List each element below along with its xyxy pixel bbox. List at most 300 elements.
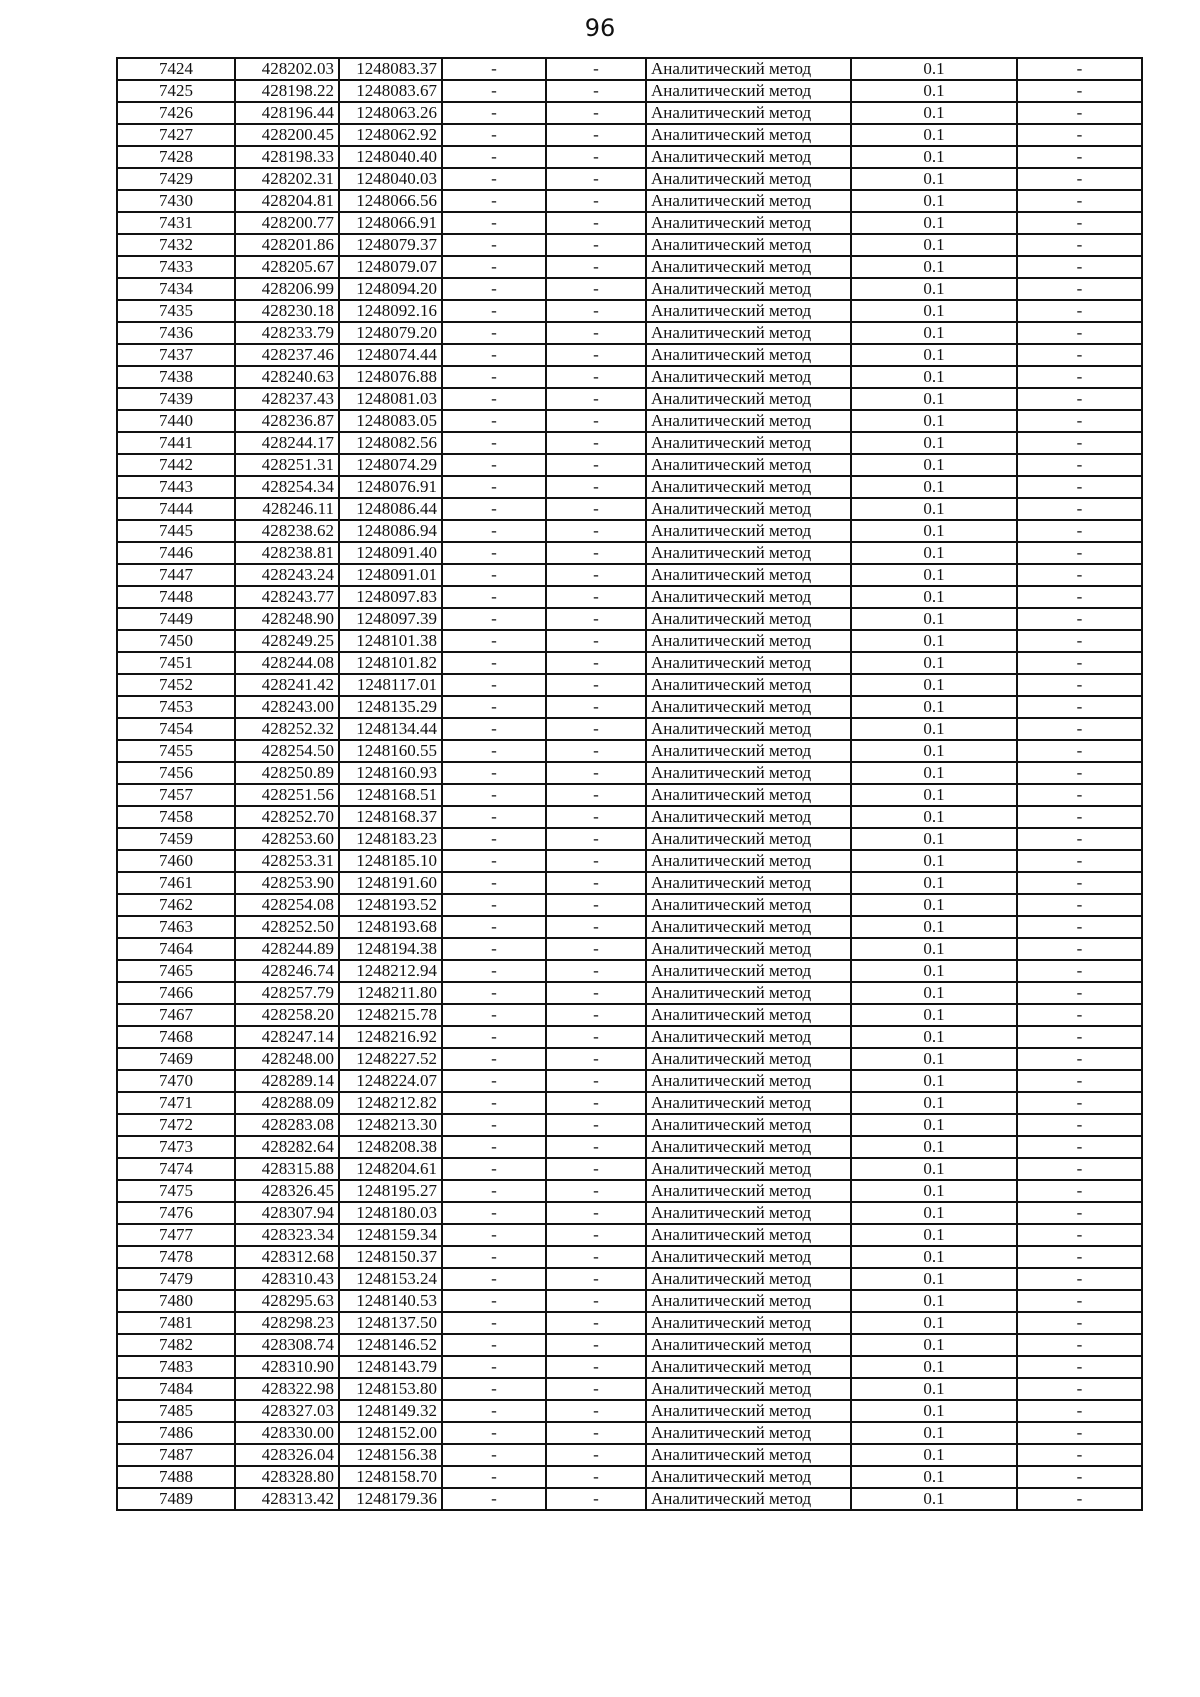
empty-dash-cell: - [1017, 410, 1142, 432]
method-cell: Аналитический метод [646, 1048, 851, 1070]
table-row [117, 80, 1142, 102]
accuracy-cell: 0.1 [851, 146, 1017, 168]
empty-dash-cell: - [546, 1026, 646, 1048]
method-cell: Аналитический метод [646, 1356, 851, 1378]
method-cell: Аналитический метод [646, 1334, 851, 1356]
table-row [117, 740, 1142, 762]
table-row [117, 190, 1142, 212]
y-coordinate-cell: 1248168.51 [339, 784, 442, 806]
point-number-cell: 7443 [117, 476, 235, 498]
x-coordinate-cell: 428198.22 [235, 80, 339, 102]
empty-dash-cell: - [1017, 718, 1142, 740]
table-row [117, 146, 1142, 168]
accuracy-cell: 0.1 [851, 1004, 1017, 1026]
point-number-cell: 7449 [117, 608, 235, 630]
method-cell: Аналитический метод [646, 388, 851, 410]
y-coordinate-cell: 1248097.39 [339, 608, 442, 630]
empty-dash-cell: - [1017, 1224, 1142, 1246]
accuracy-cell: 0.1 [851, 674, 1017, 696]
empty-dash-cell: - [1017, 1466, 1142, 1488]
point-number-cell: 7483 [117, 1356, 235, 1378]
y-coordinate-cell: 1248040.03 [339, 168, 442, 190]
empty-dash-cell: - [546, 58, 646, 80]
point-number-cell: 7484 [117, 1378, 235, 1400]
accuracy-cell: 0.1 [851, 278, 1017, 300]
empty-dash-cell: - [442, 916, 546, 938]
x-coordinate-cell: 428257.79 [235, 982, 339, 1004]
point-number-cell: 7437 [117, 344, 235, 366]
y-coordinate-cell: 1248160.93 [339, 762, 442, 784]
empty-dash-cell: - [442, 1070, 546, 1092]
y-coordinate-cell: 1248212.94 [339, 960, 442, 982]
y-coordinate-cell: 1248097.83 [339, 586, 442, 608]
empty-dash-cell: - [1017, 58, 1142, 80]
accuracy-cell: 0.1 [851, 542, 1017, 564]
table-row [117, 102, 1142, 124]
accuracy-cell: 0.1 [851, 872, 1017, 894]
accuracy-cell: 0.1 [851, 652, 1017, 674]
empty-dash-cell: - [1017, 432, 1142, 454]
accuracy-cell: 0.1 [851, 300, 1017, 322]
y-coordinate-cell: 1248083.67 [339, 80, 442, 102]
point-number-cell: 7480 [117, 1290, 235, 1312]
method-cell: Аналитический метод [646, 344, 851, 366]
accuracy-cell: 0.1 [851, 696, 1017, 718]
point-number-cell: 7489 [117, 1488, 235, 1510]
point-number-cell: 7472 [117, 1114, 235, 1136]
y-coordinate-cell: 1248076.91 [339, 476, 442, 498]
empty-dash-cell: - [442, 960, 546, 982]
empty-dash-cell: - [442, 1246, 546, 1268]
empty-dash-cell: - [546, 1334, 646, 1356]
method-cell: Аналитический метод [646, 124, 851, 146]
accuracy-cell: 0.1 [851, 564, 1017, 586]
table-row [117, 300, 1142, 322]
empty-dash-cell: - [442, 432, 546, 454]
y-coordinate-cell: 1248216.92 [339, 1026, 442, 1048]
empty-dash-cell: - [546, 80, 646, 102]
x-coordinate-cell: 428252.70 [235, 806, 339, 828]
table-row [117, 1356, 1142, 1378]
table-row [117, 476, 1142, 498]
table-row [117, 234, 1142, 256]
table-body [117, 58, 1142, 1510]
point-number-cell: 7436 [117, 322, 235, 344]
table-row [117, 674, 1142, 696]
coordinates-table [116, 57, 1143, 1511]
method-cell: Аналитический метод [646, 564, 851, 586]
empty-dash-cell: - [442, 1290, 546, 1312]
y-coordinate-cell: 1248083.05 [339, 410, 442, 432]
y-coordinate-cell: 1248153.80 [339, 1378, 442, 1400]
x-coordinate-cell: 428308.74 [235, 1334, 339, 1356]
point-number-cell: 7447 [117, 564, 235, 586]
x-coordinate-cell: 428236.87 [235, 410, 339, 432]
method-cell: Аналитический метод [646, 828, 851, 850]
point-number-cell: 7434 [117, 278, 235, 300]
y-coordinate-cell: 1248204.61 [339, 1158, 442, 1180]
point-number-cell: 7445 [117, 520, 235, 542]
x-coordinate-cell: 428247.14 [235, 1026, 339, 1048]
accuracy-cell: 0.1 [851, 718, 1017, 740]
point-number-cell: 7487 [117, 1444, 235, 1466]
y-coordinate-cell: 1248076.88 [339, 366, 442, 388]
method-cell: Аналитический метод [646, 542, 851, 564]
accuracy-cell: 0.1 [851, 190, 1017, 212]
empty-dash-cell: - [1017, 124, 1142, 146]
x-coordinate-cell: 428241.42 [235, 674, 339, 696]
x-coordinate-cell: 428238.81 [235, 542, 339, 564]
y-coordinate-cell: 1248195.27 [339, 1180, 442, 1202]
accuracy-cell: 0.1 [851, 212, 1017, 234]
x-coordinate-cell: 428328.80 [235, 1466, 339, 1488]
empty-dash-cell: - [546, 520, 646, 542]
table-row [117, 520, 1142, 542]
empty-dash-cell: - [1017, 1334, 1142, 1356]
method-cell: Аналитический метод [646, 498, 851, 520]
x-coordinate-cell: 428238.62 [235, 520, 339, 542]
x-coordinate-cell: 428295.63 [235, 1290, 339, 1312]
x-coordinate-cell: 428200.45 [235, 124, 339, 146]
empty-dash-cell: - [442, 872, 546, 894]
method-cell: Аналитический метод [646, 300, 851, 322]
table-row [117, 894, 1142, 916]
method-cell: Аналитический метод [646, 1026, 851, 1048]
point-number-cell: 7481 [117, 1312, 235, 1334]
empty-dash-cell: - [546, 872, 646, 894]
y-coordinate-cell: 1248180.03 [339, 1202, 442, 1224]
empty-dash-cell: - [546, 1312, 646, 1334]
empty-dash-cell: - [1017, 1422, 1142, 1444]
accuracy-cell: 0.1 [851, 850, 1017, 872]
method-cell: Аналитический метод [646, 58, 851, 80]
x-coordinate-cell: 428248.00 [235, 1048, 339, 1070]
table-row [117, 762, 1142, 784]
y-coordinate-cell: 1248152.00 [339, 1422, 442, 1444]
empty-dash-cell: - [442, 938, 546, 960]
empty-dash-cell: - [546, 410, 646, 432]
empty-dash-cell: - [546, 1180, 646, 1202]
empty-dash-cell: - [1017, 608, 1142, 630]
empty-dash-cell: - [1017, 1488, 1142, 1510]
table-row [117, 872, 1142, 894]
accuracy-cell: 0.1 [851, 1202, 1017, 1224]
empty-dash-cell: - [1017, 872, 1142, 894]
empty-dash-cell: - [546, 1356, 646, 1378]
y-coordinate-cell: 1248215.78 [339, 1004, 442, 1026]
method-cell: Аналитический метод [646, 212, 851, 234]
empty-dash-cell: - [1017, 630, 1142, 652]
table-row [117, 168, 1142, 190]
empty-dash-cell: - [442, 410, 546, 432]
x-coordinate-cell: 428244.17 [235, 432, 339, 454]
empty-dash-cell: - [442, 1004, 546, 1026]
empty-dash-cell: - [1017, 278, 1142, 300]
empty-dash-cell: - [1017, 1444, 1142, 1466]
empty-dash-cell: - [546, 960, 646, 982]
point-number-cell: 7457 [117, 784, 235, 806]
empty-dash-cell: - [546, 828, 646, 850]
empty-dash-cell: - [442, 1334, 546, 1356]
method-cell: Аналитический метод [646, 476, 851, 498]
empty-dash-cell: - [1017, 1312, 1142, 1334]
method-cell: Аналитический метод [646, 1422, 851, 1444]
empty-dash-cell: - [1017, 828, 1142, 850]
method-cell: Аналитический метод [646, 894, 851, 916]
x-coordinate-cell: 428282.64 [235, 1136, 339, 1158]
accuracy-cell: 0.1 [851, 124, 1017, 146]
y-coordinate-cell: 1248185.10 [339, 850, 442, 872]
method-cell: Аналитический метод [646, 608, 851, 630]
empty-dash-cell: - [546, 1268, 646, 1290]
method-cell: Аналитический метод [646, 850, 851, 872]
x-coordinate-cell: 428283.08 [235, 1114, 339, 1136]
accuracy-cell: 0.1 [851, 1158, 1017, 1180]
empty-dash-cell: - [1017, 982, 1142, 1004]
accuracy-cell: 0.1 [851, 762, 1017, 784]
table-row [117, 1290, 1142, 1312]
accuracy-cell: 0.1 [851, 608, 1017, 630]
method-cell: Аналитический метод [646, 1444, 851, 1466]
table-row [117, 1246, 1142, 1268]
x-coordinate-cell: 428310.43 [235, 1268, 339, 1290]
method-cell: Аналитический метод [646, 1312, 851, 1334]
empty-dash-cell: - [546, 1290, 646, 1312]
empty-dash-cell: - [546, 498, 646, 520]
x-coordinate-cell: 428205.67 [235, 256, 339, 278]
empty-dash-cell: - [546, 762, 646, 784]
method-cell: Аналитический метод [646, 872, 851, 894]
accuracy-cell: 0.1 [851, 806, 1017, 828]
y-coordinate-cell: 1248158.70 [339, 1466, 442, 1488]
page-number: 96 [584, 14, 616, 42]
y-coordinate-cell: 1248074.29 [339, 454, 442, 476]
y-coordinate-cell: 1248101.82 [339, 652, 442, 674]
empty-dash-cell: - [546, 1202, 646, 1224]
accuracy-cell: 0.1 [851, 1312, 1017, 1334]
empty-dash-cell: - [442, 454, 546, 476]
y-coordinate-cell: 1248040.40 [339, 146, 442, 168]
x-coordinate-cell: 428243.77 [235, 586, 339, 608]
empty-dash-cell: - [1017, 300, 1142, 322]
empty-dash-cell: - [546, 278, 646, 300]
y-coordinate-cell: 1248094.20 [339, 278, 442, 300]
y-coordinate-cell: 1248212.82 [339, 1092, 442, 1114]
x-coordinate-cell: 428323.34 [235, 1224, 339, 1246]
table-row [117, 718, 1142, 740]
x-coordinate-cell: 428237.43 [235, 388, 339, 410]
accuracy-cell: 0.1 [851, 1378, 1017, 1400]
empty-dash-cell: - [546, 212, 646, 234]
table-row [117, 212, 1142, 234]
empty-dash-cell: - [546, 190, 646, 212]
x-coordinate-cell: 428248.90 [235, 608, 339, 630]
point-number-cell: 7431 [117, 212, 235, 234]
point-number-cell: 7455 [117, 740, 235, 762]
accuracy-cell: 0.1 [851, 1026, 1017, 1048]
table-row [117, 938, 1142, 960]
point-number-cell: 7469 [117, 1048, 235, 1070]
accuracy-cell: 0.1 [851, 432, 1017, 454]
x-coordinate-cell: 428198.33 [235, 146, 339, 168]
empty-dash-cell: - [546, 1224, 646, 1246]
empty-dash-cell: - [1017, 256, 1142, 278]
empty-dash-cell: - [1017, 1268, 1142, 1290]
method-cell: Аналитический метод [646, 366, 851, 388]
empty-dash-cell: - [442, 322, 546, 344]
y-coordinate-cell: 1248079.07 [339, 256, 442, 278]
y-coordinate-cell: 1248091.40 [339, 542, 442, 564]
method-cell: Аналитический метод [646, 586, 851, 608]
empty-dash-cell: - [546, 1048, 646, 1070]
empty-dash-cell: - [442, 1224, 546, 1246]
empty-dash-cell: - [442, 630, 546, 652]
empty-dash-cell: - [1017, 674, 1142, 696]
empty-dash-cell: - [442, 696, 546, 718]
empty-dash-cell: - [1017, 740, 1142, 762]
method-cell: Аналитический метод [646, 806, 851, 828]
table-row [117, 1114, 1142, 1136]
accuracy-cell: 0.1 [851, 1334, 1017, 1356]
table-row [117, 696, 1142, 718]
empty-dash-cell: - [442, 102, 546, 124]
method-cell: Аналитический метод [646, 1400, 851, 1422]
empty-dash-cell: - [1017, 1092, 1142, 1114]
point-number-cell: 7463 [117, 916, 235, 938]
method-cell: Аналитический метод [646, 146, 851, 168]
y-coordinate-cell: 1248079.20 [339, 322, 442, 344]
empty-dash-cell: - [546, 1400, 646, 1422]
y-coordinate-cell: 1248208.38 [339, 1136, 442, 1158]
empty-dash-cell: - [546, 1092, 646, 1114]
empty-dash-cell: - [546, 322, 646, 344]
table-row [117, 542, 1142, 564]
method-cell: Аналитический метод [646, 1268, 851, 1290]
table-row [117, 454, 1142, 476]
method-cell: Аналитический метод [646, 960, 851, 982]
empty-dash-cell: - [442, 1312, 546, 1334]
x-coordinate-cell: 428252.50 [235, 916, 339, 938]
empty-dash-cell: - [1017, 102, 1142, 124]
accuracy-cell: 0.1 [851, 366, 1017, 388]
table-row [117, 1312, 1142, 1334]
empty-dash-cell: - [442, 1158, 546, 1180]
table-row [117, 630, 1142, 652]
empty-dash-cell: - [546, 366, 646, 388]
empty-dash-cell: - [1017, 344, 1142, 366]
empty-dash-cell: - [1017, 190, 1142, 212]
accuracy-cell: 0.1 [851, 784, 1017, 806]
empty-dash-cell: - [546, 696, 646, 718]
accuracy-cell: 0.1 [851, 740, 1017, 762]
method-cell: Аналитический метод [646, 652, 851, 674]
x-coordinate-cell: 428251.31 [235, 454, 339, 476]
empty-dash-cell: - [1017, 1202, 1142, 1224]
empty-dash-cell: - [442, 1202, 546, 1224]
method-cell: Аналитический метод [646, 1004, 851, 1026]
empty-dash-cell: - [1017, 1180, 1142, 1202]
empty-dash-cell: - [442, 1092, 546, 1114]
table-row [117, 1180, 1142, 1202]
y-coordinate-cell: 1248193.52 [339, 894, 442, 916]
table-row [117, 410, 1142, 432]
method-cell: Аналитический метод [646, 80, 851, 102]
method-cell: Аналитический метод [646, 322, 851, 344]
y-coordinate-cell: 1248091.01 [339, 564, 442, 586]
empty-dash-cell: - [442, 58, 546, 80]
table-row [117, 366, 1142, 388]
empty-dash-cell: - [442, 1026, 546, 1048]
table-row [117, 652, 1142, 674]
table-row [117, 828, 1142, 850]
empty-dash-cell: - [546, 1378, 646, 1400]
y-coordinate-cell: 1248224.07 [339, 1070, 442, 1092]
table-row [117, 1378, 1142, 1400]
empty-dash-cell: - [546, 1246, 646, 1268]
empty-dash-cell: - [442, 1268, 546, 1290]
empty-dash-cell: - [442, 256, 546, 278]
point-number-cell: 7461 [117, 872, 235, 894]
method-cell: Аналитический метод [646, 696, 851, 718]
x-coordinate-cell: 428202.03 [235, 58, 339, 80]
empty-dash-cell: - [1017, 146, 1142, 168]
empty-dash-cell: - [442, 1356, 546, 1378]
table-row [117, 256, 1142, 278]
empty-dash-cell: - [546, 894, 646, 916]
empty-dash-cell: - [546, 586, 646, 608]
accuracy-cell: 0.1 [851, 498, 1017, 520]
empty-dash-cell: - [546, 1488, 646, 1510]
point-number-cell: 7441 [117, 432, 235, 454]
empty-dash-cell: - [1017, 388, 1142, 410]
empty-dash-cell: - [546, 1158, 646, 1180]
point-number-cell: 7488 [117, 1466, 235, 1488]
empty-dash-cell: - [1017, 322, 1142, 344]
table-row [117, 344, 1142, 366]
table-row [117, 1092, 1142, 1114]
y-coordinate-cell: 1248083.37 [339, 58, 442, 80]
x-coordinate-cell: 428240.63 [235, 366, 339, 388]
empty-dash-cell: - [1017, 1136, 1142, 1158]
empty-dash-cell: - [1017, 1048, 1142, 1070]
point-number-cell: 7435 [117, 300, 235, 322]
empty-dash-cell: - [546, 432, 646, 454]
x-coordinate-cell: 428230.18 [235, 300, 339, 322]
empty-dash-cell: - [442, 718, 546, 740]
table-row [117, 960, 1142, 982]
empty-dash-cell: - [442, 542, 546, 564]
point-number-cell: 7426 [117, 102, 235, 124]
method-cell: Аналитический метод [646, 938, 851, 960]
empty-dash-cell: - [546, 564, 646, 586]
x-coordinate-cell: 428251.56 [235, 784, 339, 806]
empty-dash-cell: - [546, 1422, 646, 1444]
empty-dash-cell: - [546, 608, 646, 630]
x-coordinate-cell: 428258.20 [235, 1004, 339, 1026]
point-number-cell: 7477 [117, 1224, 235, 1246]
method-cell: Аналитический метод [646, 520, 851, 542]
empty-dash-cell: - [442, 1048, 546, 1070]
accuracy-cell: 0.1 [851, 1048, 1017, 1070]
y-coordinate-cell: 1248168.37 [339, 806, 442, 828]
empty-dash-cell: - [1017, 564, 1142, 586]
empty-dash-cell: - [1017, 1290, 1142, 1312]
x-coordinate-cell: 428243.00 [235, 696, 339, 718]
empty-dash-cell: - [546, 542, 646, 564]
accuracy-cell: 0.1 [851, 630, 1017, 652]
empty-dash-cell: - [1017, 784, 1142, 806]
empty-dash-cell: - [442, 652, 546, 674]
